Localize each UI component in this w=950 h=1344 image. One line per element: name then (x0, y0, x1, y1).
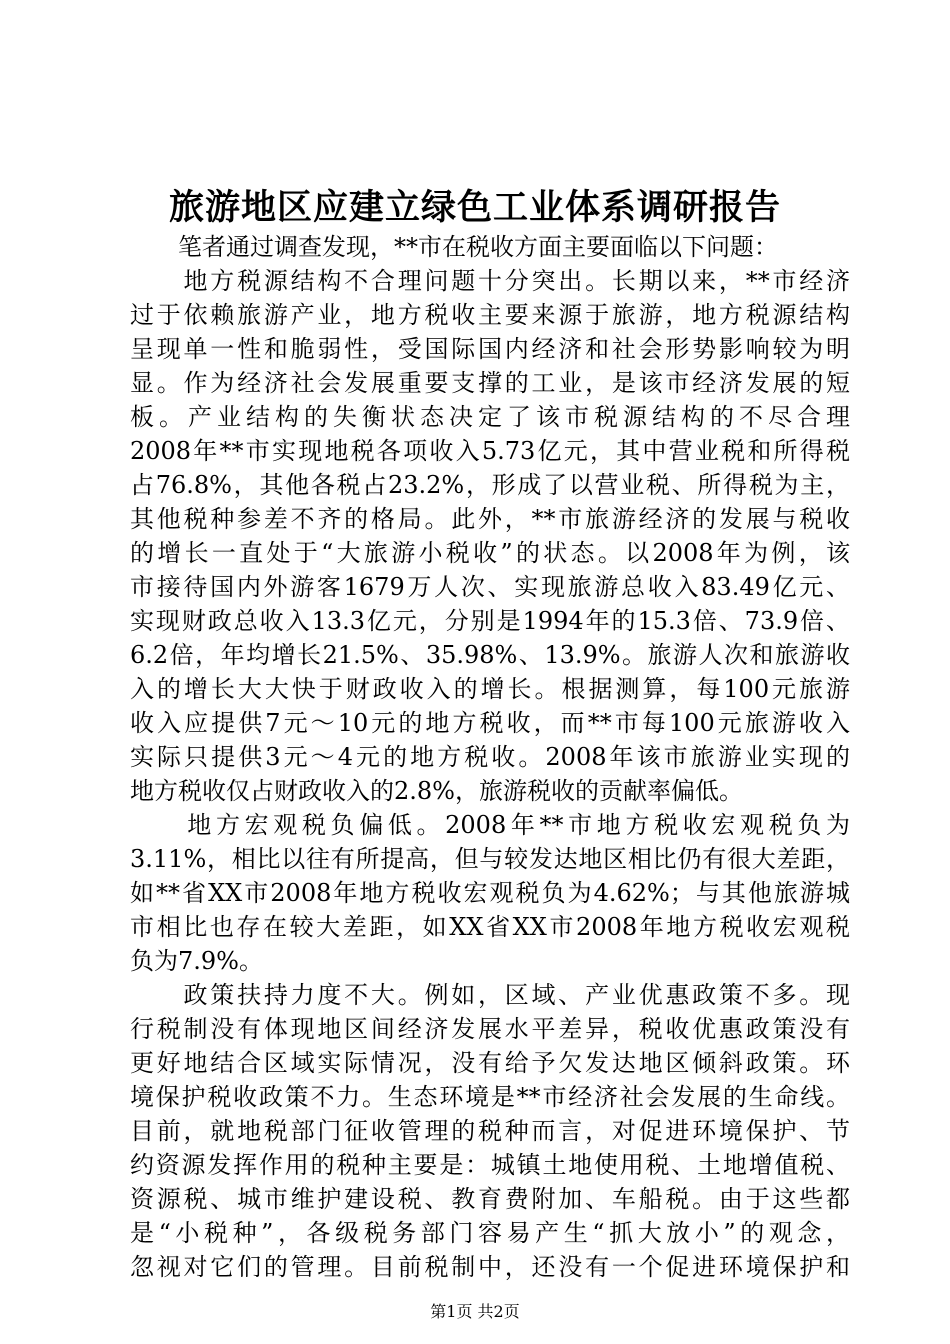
document-title: 旅游地区应建立绿色工业体系调研报告 (168, 187, 781, 228)
paragraph-line: 笔者通过调查发现，**市在税收方面主要面临以下问题： (130, 233, 778, 261)
paragraph-line: 地方税源结构不合理问题十分突出。长期以来，**市经济 (130, 267, 850, 295)
paragraph-line: 市接待国内外游客1679万人次、实现旅游总收入83.49亿元、 (130, 573, 850, 601)
paragraph-line: 负为7.9%。 (130, 947, 263, 975)
paragraph-line: 过于依赖旅游产业，地方税收主要来源于旅游，地方税源结构 (130, 301, 850, 329)
paragraph-line: 实际只提供3元～4元的地方税收。2008年该市旅游业实现的 (130, 743, 850, 771)
paragraph-line: 忽视对它们的管理。目前税制中，还没有一个促进环境保护和 (130, 1253, 850, 1281)
paragraph-line: 是“小税种”，各级税务部门容易产生“抓大放小”的观念， (130, 1219, 850, 1247)
paragraph-line: 6.2倍，年均增长21.5%、35.98%、13.9%。旅游人次和旅游收 (130, 641, 850, 669)
paragraph-line: 的增长一直处于“大旅游小税收”的状态。以2008年为例，该 (130, 539, 850, 567)
paragraph-line: 境保护税收政策不力。生态环境是**市经济社会发展的生命线。 (130, 1083, 850, 1111)
paragraph-line: 入的增长大大快于财政收入的增长。根据测算，每100元旅游 (130, 675, 850, 703)
paragraph-line: 呈现单一性和脆弱性，受国际国内经济和社会形势影响较为明 (130, 335, 850, 363)
paragraph-line: 更好地结合区域实际情况，没有给予欠发达地区倾斜政策。环 (130, 1049, 850, 1077)
page-footer: 第1页 共2页 (430, 1302, 520, 1321)
paragraph-line: 约资源发挥作用的税种主要是：城镇土地使用税、土地增值税、 (130, 1151, 850, 1179)
paragraph-line: 政策扶持力度不大。例如，区域、产业优惠政策不多。现 (130, 981, 850, 1009)
paragraph-line: 如**省XX市2008年地方税收宏观税负为4.62%；与其他旅游城 (130, 879, 850, 907)
paragraph-line: 行税制没有体现地区间经济发展水平差异，税收优惠政策没有 (130, 1015, 850, 1043)
paragraph-line: 显。作为经济社会发展重要支撑的工业，是该市经济发展的短 (130, 369, 850, 397)
paragraph-line: 3.11%，相比以往有所提高，但与较发达地区相比仍有很大差距， (130, 845, 850, 873)
paragraph-line: 地方宏观税负偏低。2008年**市地方税收宏观税负为 (130, 811, 850, 839)
paragraph-line: 其他税种参差不齐的格局。此外，**市旅游经济的发展与税收 (130, 505, 850, 533)
paragraph-line: 板。产业结构的失衡状态决定了该市税源结构的不尽合理 (130, 403, 850, 431)
paragraph-line: 目前，就地税部门征收管理的税种而言，对促进环境保护、节 (130, 1117, 850, 1145)
paragraph-line: 地方税收仅占财政收入的2.8%，旅游税收的贡献率偏低。 (130, 777, 743, 805)
paragraph-line: 占76.8%，其他各税占23.2%，形成了以营业税、所得税为主， (130, 471, 850, 499)
paragraph-line: 收入应提供7元～10元的地方税收，而**市每100元旅游收入 (130, 709, 850, 737)
paragraph-line: 资源税、城市维护建设税、教育费附加、车船税。由于这些都 (130, 1185, 850, 1213)
paragraph-line: 2008年**市实现地税各项收入5.73亿元，其中营业税和所得税 (130, 437, 850, 465)
paragraph-line: 实现财政总收入13.3亿元，分别是1994年的15.3倍、73.9倍、 (130, 607, 850, 635)
paragraph-line: 市相比也存在较大差距，如XX省XX市2008年地方税收宏观税 (130, 913, 850, 941)
